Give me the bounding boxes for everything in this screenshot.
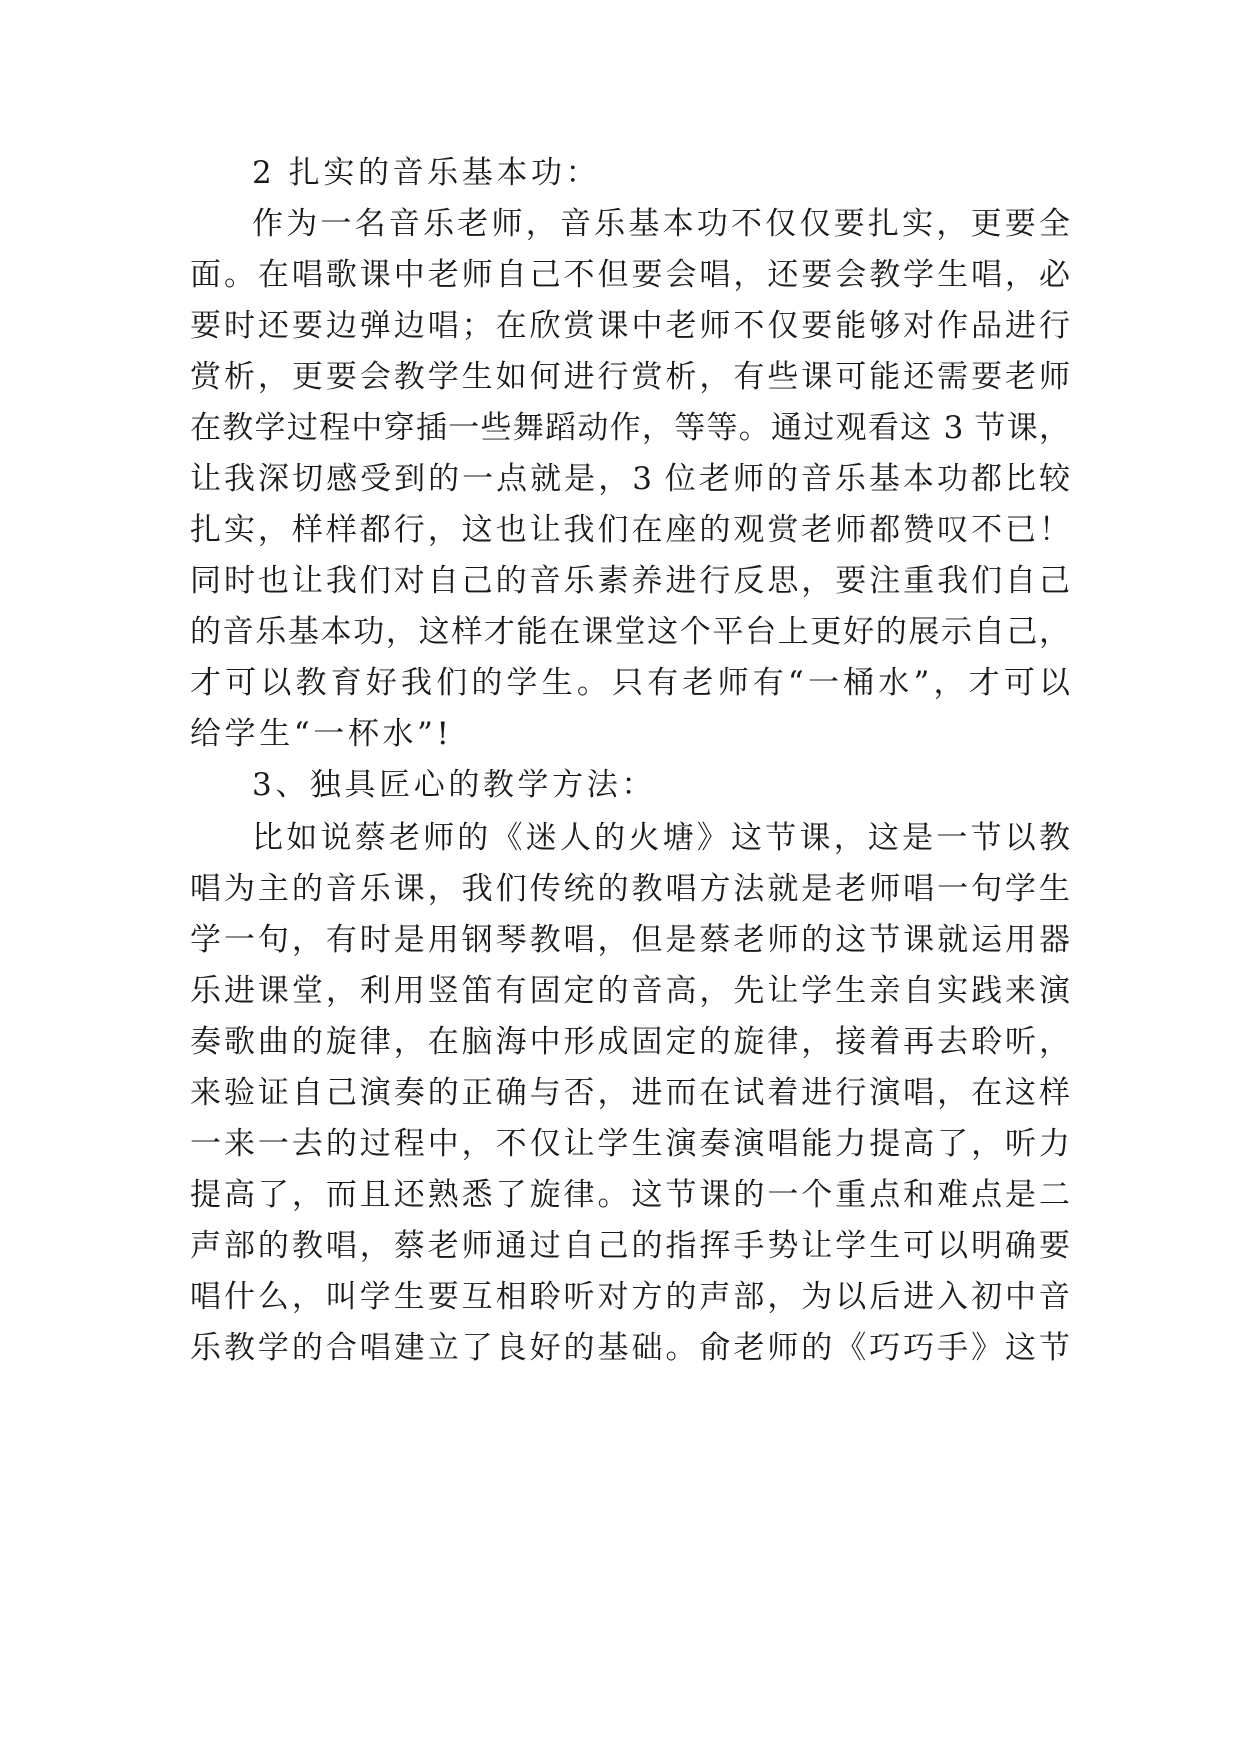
section-heading-2: 2 扎实的音乐基本功： [252,155,601,191]
paragraph-line: 乐教学的合唱建立了良好的基础。俞老师的《巧巧手》这节 [190,1330,1070,1366]
paragraph-line: 赏析，更要会教学生如何进行赏析，有些课可能还需要老师 [190,359,1070,395]
paragraph-line: 在教学过程中穿插一些舞蹈动作，等等。通过观看这 3 节课， [190,410,1070,446]
paragraph-line: 学一句，有时是用钢琴教唱，但是蔡老师的这节课就运用器 [190,922,1070,958]
paragraph-line-last: 给学生“一杯水”! [190,716,453,752]
paragraph-line: 比如说蔡老师的《迷人的火塘》这节课，这是一节以教 [252,820,1070,856]
paragraph-line: 提高了，而且还熟悉了旋律。这节课的一个重点和难点是二 [190,1177,1070,1213]
paragraph-line: 作为一名音乐老师，音乐基本功不仅仅要扎实，更要全 [252,206,1070,242]
paragraph-line: 要时还要边弹边唱；在欣赏课中老师不仅要能够对作品进行 [190,308,1070,344]
paragraph-line: 让我深切感受到的一点就是，3 位老师的音乐基本功都比较 [190,461,1070,497]
paragraph-line: 奏歌曲的旋律，在脑海中形成固定的旋律，接着再去聆听， [190,1024,1070,1060]
paragraph-line: 一来一去的过程中，不仅让学生演奏演唱能力提高了，听力 [190,1126,1070,1162]
paragraph-line: 唱为主的音乐课，我们传统的教唱方法就是老师唱一句学生 [190,871,1070,907]
paragraph-line: 扎实，样样都行，这也让我们在座的观赏老师都赞叹不已！ [190,512,1070,548]
paragraph-line: 的音乐基本功，这样才能在课堂这个平台上更好的展示自己， [190,614,1070,650]
paragraph-line: 才可以教育好我们的学生。只有老师有“一桶水”，才可以 [190,665,1070,701]
paragraph-line: 唱什么，叫学生要互相聆听对方的声部，为以后进入初中音 [190,1279,1070,1315]
paragraph-line: 来验证自己演奏的正确与否，进而在试着进行演唱，在这样 [190,1075,1070,1111]
paragraph-line: 声部的教唱，蔡老师通过自己的指挥手势让学生可以明确要 [190,1228,1070,1264]
paragraph-line: 面。在唱歌课中老师自己不但要会唱，还要会教学生唱，必 [190,257,1070,293]
paragraph-line: 同时也让我们对自己的音乐素养进行反思，要注重我们自己 [190,563,1070,599]
paragraph-line: 乐进课堂，利用竖笛有固定的音高，先让学生亲自实践来演 [190,973,1070,1009]
section-heading-3: 3、独具匠心的教学方法： [252,767,656,803]
